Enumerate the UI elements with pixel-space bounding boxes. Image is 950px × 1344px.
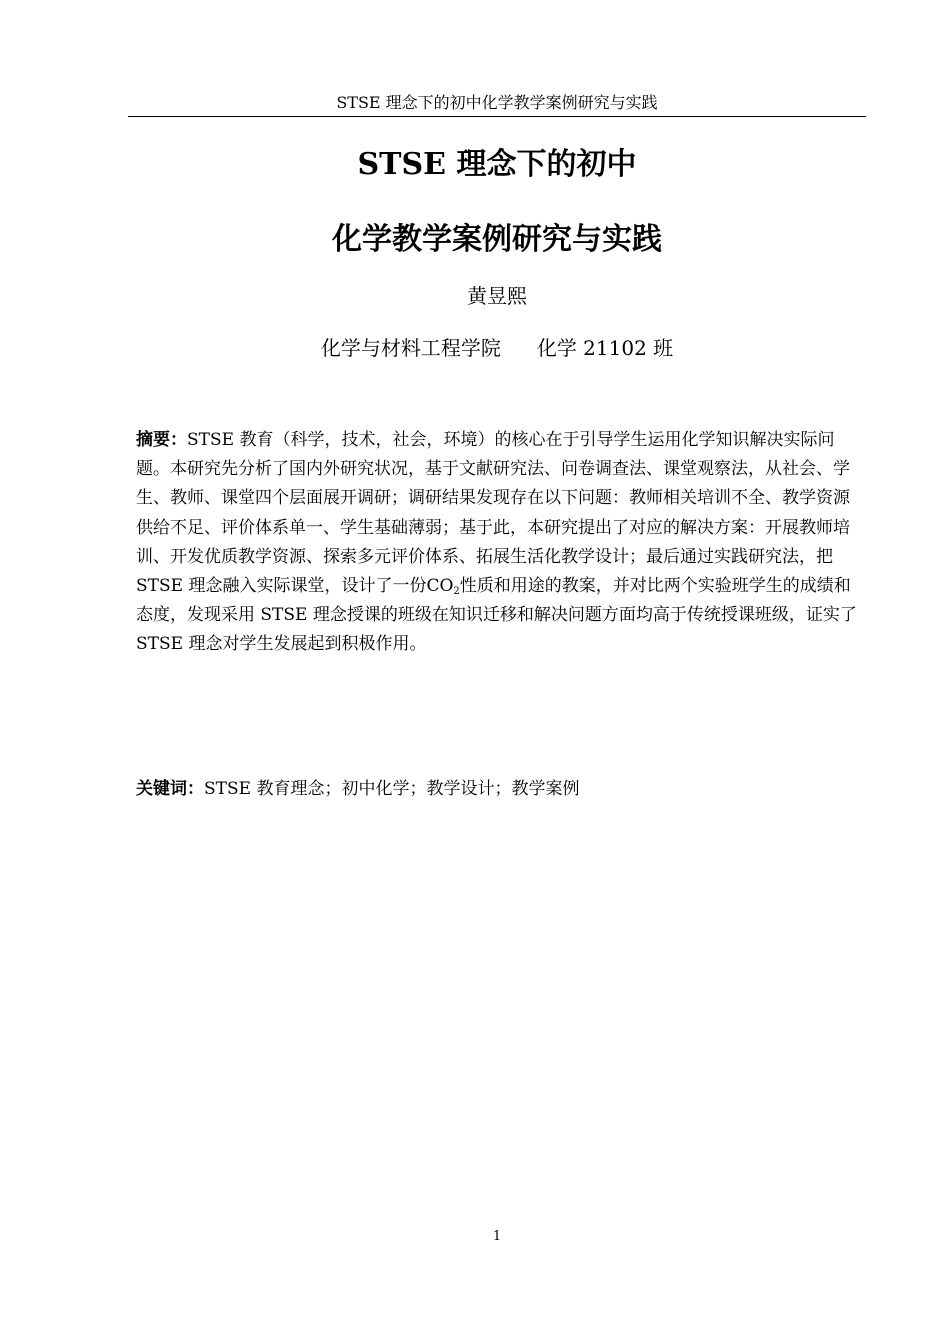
paper-title-line-2: 化学教学案例研究与实践 (332, 222, 662, 257)
header-rule (128, 116, 866, 117)
formula-co2 (426, 576, 459, 596)
page-number: 1 (492, 1229, 502, 1244)
keywords-label: 关键词： (136, 779, 204, 799)
formula-base: CO (426, 576, 454, 597)
keywords (136, 776, 866, 802)
running-header: STSE 理念下的初中化学教学案例研究与实践 (336, 93, 658, 112)
abstract-paragraph (136, 426, 866, 660)
abstract-text-part-2: 性质和用途的教案，并对比两个实验班学生的成绩和态度，发现采用 STSE 理念授课的班级在知识迁移和解决问题方面均高于传统授课班级，证实了 STSE 理念对学生发展起到积极作用。 (136, 576, 857, 655)
affiliation (128, 335, 866, 361)
class-name: 化学 21102 班 (536, 336, 674, 360)
abstract (136, 426, 866, 660)
keywords-text: STSE 教育理念；初中化学；教学设计；教学案例 (204, 779, 580, 799)
paper-title-line-1: STSE 理念下的初中 (357, 147, 637, 182)
abstract-label: 摘要： (136, 430, 187, 450)
formula-subscript: 2 (453, 586, 460, 598)
author-name: 黄昱熙 (467, 284, 527, 308)
school-name: 化学与材料工程学院 (320, 336, 501, 360)
abstract-text-part-1: STSE 教育（科学，技术，社会，环境）的核心在于引导学生运用化学知识解决实际问题。本研究先分析了国内外研究状况，基于文献研究法、问卷调查法、课堂观察法，从社会、学生、教师、课堂四个层面展开调研；调研结果发现存在以下问题：教师相关培训不全、教学资源供给不足、评价体系单一、学生基础薄弱；基于此，本研究提出了对应的解决方案：开展教师培训、开发优质教学资源、探索多元评价体系、拓展生活化教学设计；最后通过实践研究法，把 STSE 理念融入实际课堂，设计了一份 (136, 430, 850, 597)
